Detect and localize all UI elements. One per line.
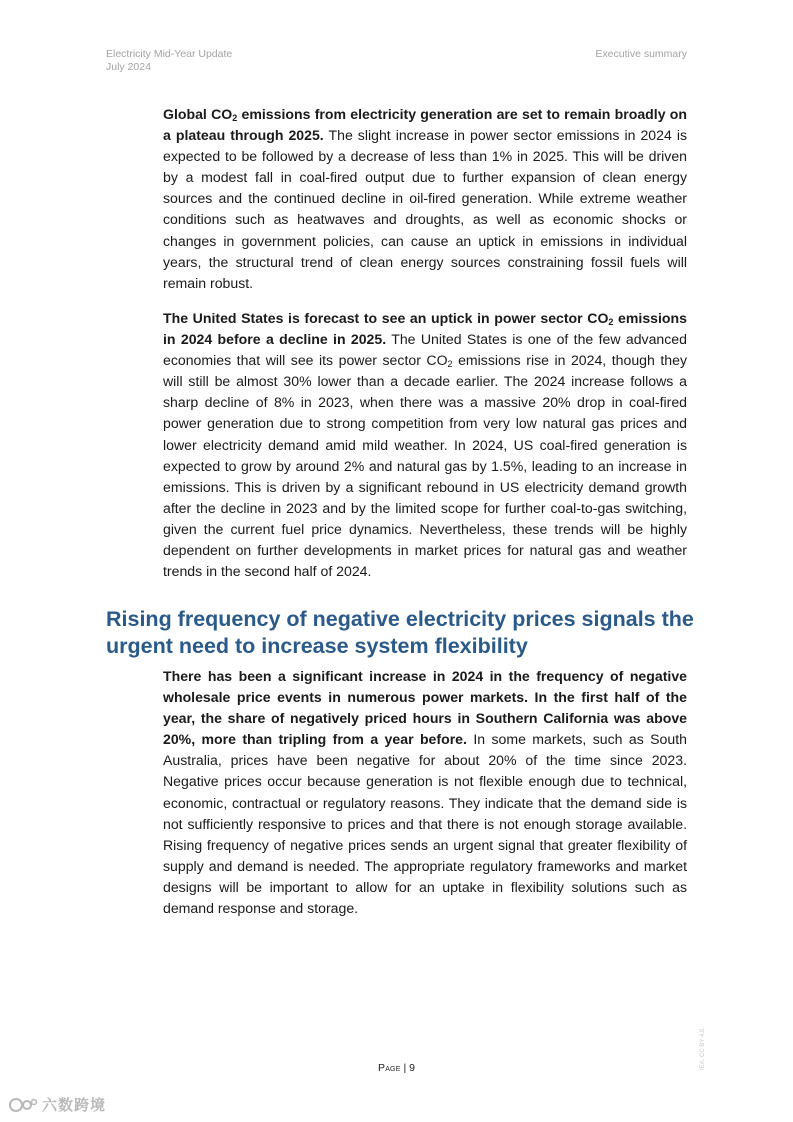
paragraph-united-states: The United States is forecast to see an uptick in power sector $CO_2$ emissions in 2024 before a decline in 2025. The United States is one of the few advanced economies that will see its power sector $CO_2$ emissions rise in 2024, though they will still be almost 30% lower than a decade earlier. The 2024 increase follows a sharp decline of 8% in 2023, when there was a massive 20% drop in coal-fired power generation due to strong competition from very low natural gas prices and lower electricity demand amid mild weather. In 2024, US coal-fired generation is expected to grow by around 2% and natural gas by 1.5%, leading to an increase in emissions. This is driven by a significant rebound in US electricity demand growth after the decline in 2023 and by the limited scope for further coal-to-gas switching, given the current fuel price dynamics. Nevertheless, these trends will be highly dependent on further developments in market prices for natural gas and weather trends in the second half of 2024. — [163, 310, 687, 580]
page-number: 9 — [409, 1062, 415, 1074]
running-header-right: Executive summary — [595, 48, 687, 60]
report-title: Electricity Mid-Year Update — [106, 48, 233, 60]
report-date: July 2024 — [106, 61, 151, 73]
paragraph-global-emissions: Global $CO_2$ emissions from electricity generation are set to remain broadly on a plateau through 2025. The slight increase in power sector emissions in 2024 is expected to be followed by a decrease of less than 1% in 2025. This will be driven by a modest fall in coal-fired output due to further expansion of clean energy sources and the continued decline in oil-fired generation. While extreme weather conditions such as heatwaves and droughts, as well as economic shocks or changes in government policies, can cause an uptick in emissions in individual years, the structural trend of clean energy sources constraining fossil fuels will remain robust. — [163, 106, 687, 291]
watermark-text: 六数跨境 — [42, 1097, 107, 1114]
watermark-logo-icon — [8, 1096, 38, 1114]
license-note: IEA. CC BY 4.0. — [700, 1027, 706, 1070]
page-footer — [0, 1062, 793, 1074]
section-heading: Rising frequency of negative electricity prices signals the urgent need to increase system flexibility — [106, 607, 694, 658]
running-header-left — [106, 48, 232, 74]
page-separator: | — [403, 1062, 407, 1074]
paragraph-negative-prices: There has been a significant increase in 2024 in the frequency of negative wholesale price events in numerous power markets. In the first half of the year, the share of negatively priced hours in Southern California was above 20%, more than tripling from a year before. In some markets, such as South Australia, prices have been negative for about 20% of the time since 2023. Negative prices occur because generation is not flexible enough due to technical, economic, contractual or regulatory reasons. They indicate that the demand side is not sufficiently responsive to prices and that there is not enough storage available. Rising frequency of negative prices sends an urgent signal that greater flexibility of supply and demand is needed. The appropriate regulatory frameworks and market designs will be important to allow for an uptake in flexibility solutions such as demand response and storage. — [163, 668, 687, 917]
page-label: Page — [377, 1062, 401, 1074]
watermark — [8, 1094, 106, 1115]
